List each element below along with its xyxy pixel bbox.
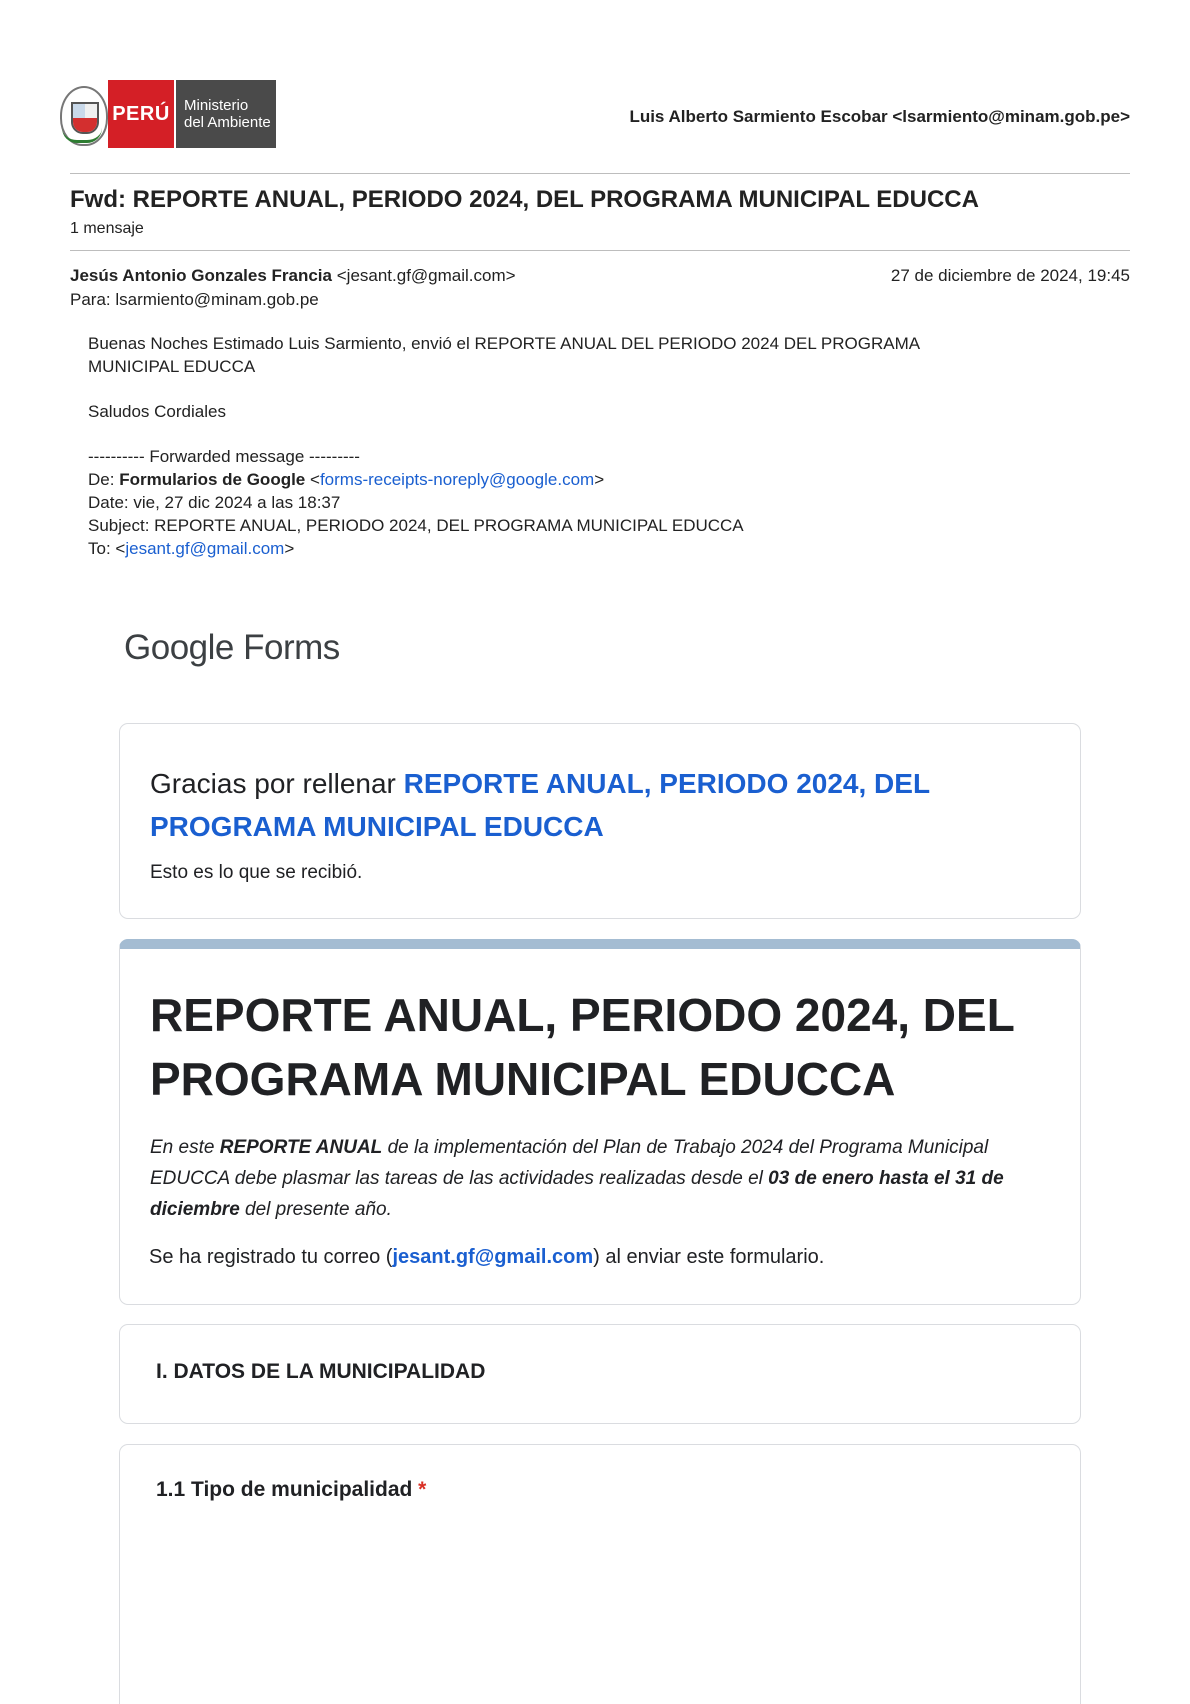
forms-wordmark: Forms: [233, 628, 340, 667]
forwarded-from-email-link[interactable]: forms-receipts-noreply@google.com: [319, 470, 595, 489]
required-mark: *: [418, 1478, 427, 1501]
ministry-logo: [58, 80, 276, 148]
registered-email-link[interactable]: jesant.gf@gmail.com: [392, 1246, 594, 1268]
sender-email: <jesant.gf@gmail.com>: [336, 266, 516, 285]
registered-email-note: Se ha registrado tu correo (jesant.gf@gmail.com) al enviar este formulario.: [149, 1246, 825, 1268]
body-line: MUNICIPAL EDUCCA: [88, 357, 256, 376]
section-title: I. DATOS DE LA MUNICIPALIDAD: [156, 1360, 486, 1383]
sender-line: [70, 266, 516, 286]
thanks-prefix: Gracias por rellenar: [150, 768, 404, 799]
question-title: 1.1 Tipo de municipalidad *: [156, 1478, 427, 1501]
forwarded-date: Date: vie, 27 dic 2024 a las 18:37: [88, 493, 341, 512]
google-forms-logo: [124, 628, 340, 668]
forwarded-block: [88, 445, 744, 560]
forwarded-subject: Subject: REPORTE ANUAL, PERIODO 2024, DEL PROGRAMA MUNICIPAL EDUCCA: [88, 516, 744, 535]
greeting: Saludos Cordiales: [88, 402, 226, 421]
recipient-account: Luis Alberto Sarmiento Escobar <lsarmiento@minam.gob.pe>: [629, 107, 1130, 126]
form-description: En este REPORTE ANUAL de la implementación del Plan de Trabajo 2024 del Programa Municipal EDUCCA debe plasmar las tareas de las actividades realizadas desde el 03 de enero hasta el 31 de diciembre del presente año.: [150, 1137, 1004, 1220]
forwarded-from-name: Formularios de Google: [119, 470, 306, 489]
ministry-name: [174, 80, 276, 148]
email-to: Para: lsarmiento@minam.gob.pe: [70, 290, 319, 309]
form-title-line: PROGRAMA MUNICIPAL EDUCCA: [150, 1053, 896, 1105]
form-title-line: REPORTE ANUAL, PERIODO 2024, DEL: [150, 989, 1015, 1041]
email-body: [88, 332, 920, 378]
sender-name: Jesús Antonio Gonzales Francia: [70, 266, 332, 285]
forwarded-separator: ---------- Forwarded message ---------: [88, 447, 360, 466]
peru-label: PERÚ: [108, 80, 174, 148]
message-count: 1 mensaje: [70, 220, 144, 237]
forwarded-to-email-link[interactable]: jesant.gf@gmail.com: [125, 539, 285, 558]
email-subject: Fwd: REPORTE ANUAL, PERIODO 2024, DEL PROGRAMA MUNICIPAL EDUCCA: [70, 186, 979, 213]
received-note: Esto es lo que se recibió.: [150, 862, 363, 883]
thanks-message: [150, 762, 1040, 848]
form-title: [150, 983, 1060, 1111]
divider: [70, 173, 1130, 174]
body-line: Buenas Noches Estimado Luis Sarmiento, envió el REPORTE ANUAL DEL PERIODO 2024 DEL PROGRAMA: [88, 334, 921, 353]
email-date: 27 de diciembre de 2024, 19:45: [890, 266, 1130, 285]
coat-of-arms-icon: [58, 80, 108, 148]
form-title-link[interactable]: REPORTE ANUAL, PERIODO 2024, DEL PROGRAMA MUNICIPAL EDUCCA: [150, 768, 930, 842]
google-wordmark: Google: [124, 628, 234, 667]
ministry-line2: del Ambiente: [184, 114, 271, 131]
forwarded-to: To: <jesant.gf@gmail.com>: [88, 539, 295, 558]
ministry-line1: Ministerio: [184, 97, 249, 114]
forwarded-from: De: Formularios de Google <forms-receipts-noreply@google.com>: [88, 470, 605, 489]
divider: [70, 250, 1130, 251]
